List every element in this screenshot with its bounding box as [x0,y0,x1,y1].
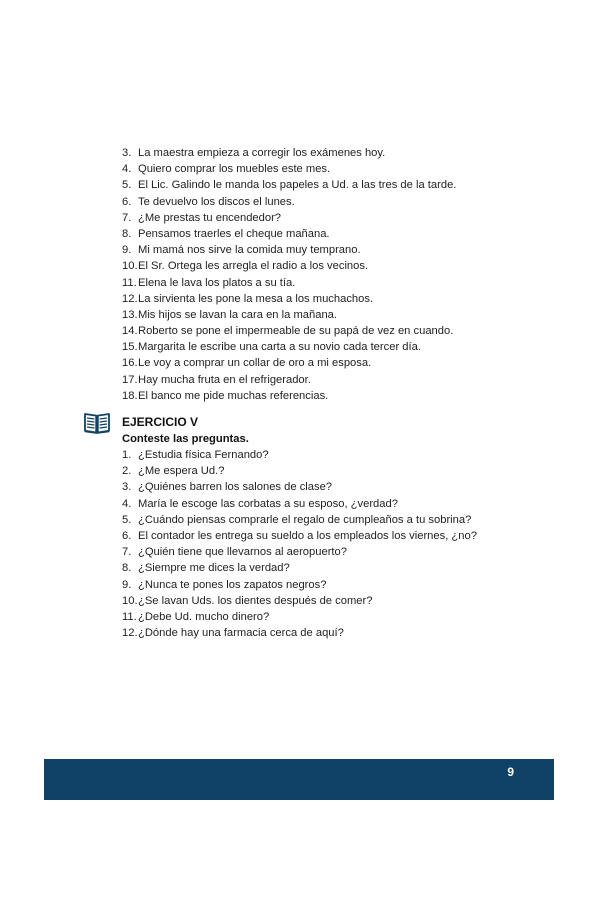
list-item [122,177,562,193]
item-text: La sirvienta les pone la mesa a los muchachos. [138,292,374,305]
question-text: ¿Debe Ud. mucho dinero? [138,610,270,623]
book-icon [84,412,110,434]
page-number: 9 [507,765,514,779]
question-number: 5. [122,513,132,526]
question-item [122,528,562,544]
question-item [122,609,562,625]
footer-band [44,759,554,800]
item-text: El banco me pide muchas referencias. [138,389,329,402]
list-item [122,355,562,371]
question-item [122,447,562,463]
question-item [122,496,562,512]
item-number: 17. [122,373,138,386]
question-number: 2. [122,465,132,478]
item-number: 7. [122,211,132,224]
question-text: ¿Nunca te pones los zapatos negros? [138,578,327,591]
item-number: 16. [122,357,138,370]
item-text: Te devuelvo los discos el lunes. [138,195,295,208]
item-text: Pensamos traerles el cheque mañana. [138,227,330,240]
page-content [122,145,562,641]
item-text: Mi mamá nos sirve la comida muy temprano. [138,244,361,257]
item-text: Le voy a comprar un collar de oro a mi esposa. [138,357,372,370]
item-text: Margarita le escribe una carta a su novio cada tercer día. [138,341,421,354]
item-number: 14. [122,325,138,338]
exercise-section [122,414,562,641]
question-text: ¿Quiénes barren los salones de clase? [138,481,333,494]
question-text: ¿Me espera Ud.? [138,465,225,478]
item-number: 10. [122,260,138,273]
list-item [122,242,562,258]
list-item [122,291,562,307]
item-number: 3. [122,147,132,159]
list-item [122,307,562,323]
question-item [122,625,562,641]
item-text: Quiero comprar los muebles este mes. [138,163,331,176]
question-text: El contador les entrega su sueldo a los empleados los viernes, ¿no? [138,529,477,542]
question-text: ¿Cuándo piensas comprarle el regalo de cumpleaños a tu sobrina? [138,513,472,526]
list-item [122,161,562,177]
item-text: Roberto se pone el impermeable de su papá de vez en cuando. [138,325,454,338]
question-number: 9. [122,578,132,591]
item-number: 6. [122,195,132,208]
item-text: Elena le lava los platos a su tía. [138,276,296,289]
list-item [122,145,562,161]
list-item [122,210,562,226]
question-item [122,479,562,495]
item-number: 8. [122,227,132,240]
question-item [122,544,562,560]
question-number: 11. [122,610,137,623]
question-number: 7. [122,546,132,559]
question-number: 6. [122,529,132,542]
question-number: 10. [122,594,138,607]
item-text: Hay mucha fruta en el refrigerador. [138,373,311,386]
item-text: Mis hijos se lavan la cara en la mañana. [138,308,337,321]
item-number: 12. [122,292,138,305]
question-number: 12. [122,627,138,640]
question-number: 8. [122,562,132,575]
item-number: 15. [122,341,138,354]
question-text: María le escoge las corbatas a su esposo, ¿verdad? [138,497,398,510]
question-list [122,447,562,641]
question-text: ¿Siempre me dices la verdad? [138,562,290,575]
item-number: 5. [122,179,132,192]
exercise-title: EJERCICIO V [122,415,199,429]
list-item [122,323,562,339]
question-item [122,577,562,593]
list-item [122,388,562,404]
item-number: 11. [122,276,137,289]
item-text: El Sr. Ortega les arregla el radio a los vecinos. [138,260,369,273]
question-text: ¿Se lavan Uds. los dientes después de comer? [138,594,373,607]
list-item [122,339,562,355]
question-text: ¿Estudia física Fernando? [138,449,269,461]
question-text: ¿Dónde hay una farmacia cerca de aquí? [138,627,344,640]
list-item [122,194,562,210]
item-number: 4. [122,163,132,176]
list-item [122,372,562,388]
sentence-list [122,145,562,404]
item-number: 13. [122,308,138,321]
exercise-instruction: Conteste las preguntas. [122,433,249,445]
item-text: La maestra empieza a corregir los exámenes hoy. [138,147,386,159]
item-number: 18. [122,389,138,402]
item-text: El Lic. Galindo le manda los papeles a Ud. a las tres de la tarde. [138,179,457,192]
question-number: 1. [122,449,132,461]
question-item [122,463,562,479]
question-item [122,593,562,609]
question-number: 3. [122,481,132,494]
list-item [122,275,562,291]
item-text: ¿Me prestas tu encendedor? [138,211,282,224]
question-number: 4. [122,497,132,510]
question-item [122,512,562,528]
question-text: ¿Quién tiene que llevarnos al aeropuerto? [138,546,347,559]
question-item [122,560,562,576]
list-item [122,226,562,242]
item-number: 9. [122,244,132,257]
list-item [122,258,562,274]
